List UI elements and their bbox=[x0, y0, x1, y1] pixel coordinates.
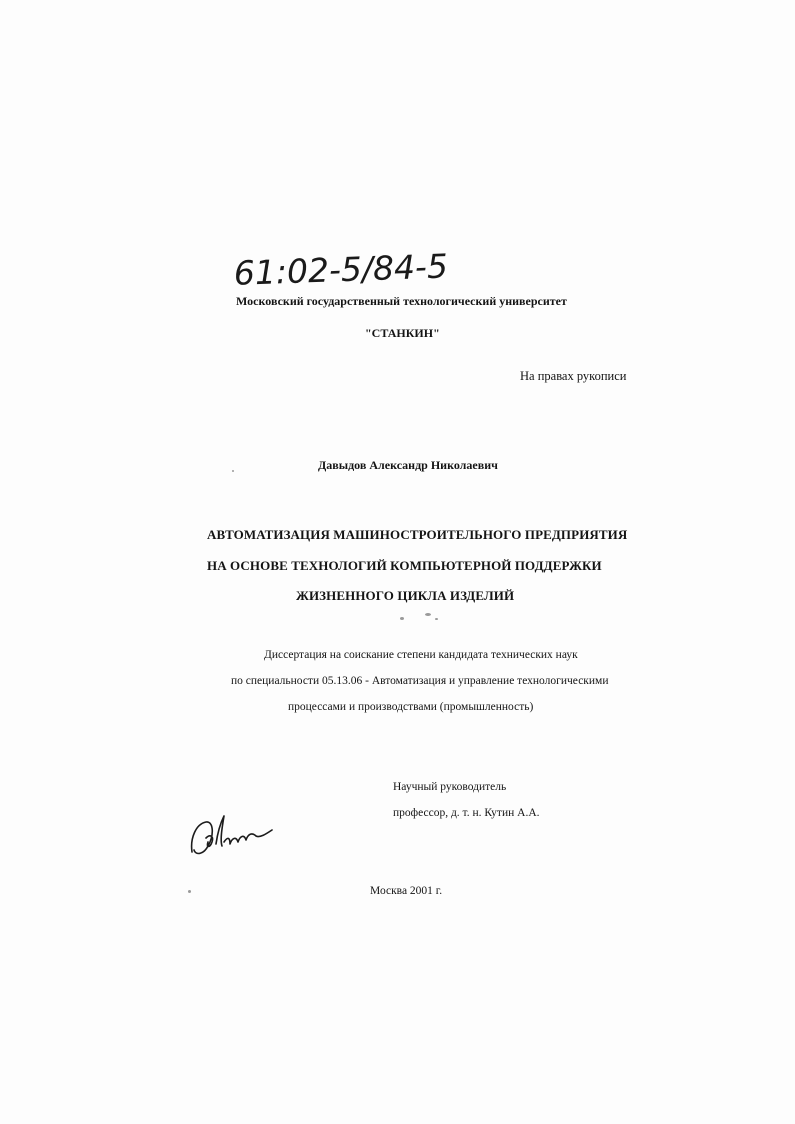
rights-note: На правах рукописи bbox=[520, 369, 627, 383]
handwritten-call-number bbox=[232, 244, 522, 296]
scan-speck bbox=[400, 617, 404, 620]
scan-speck bbox=[425, 613, 431, 616]
dissertation-line-1: Диссертация на соискание степени кандидата технических наук bbox=[264, 649, 578, 661]
signature bbox=[186, 808, 276, 864]
dissertation-line-3: процессами и производствами (промышленность) bbox=[288, 701, 534, 713]
author-name: Давыдов Александр Николаевич bbox=[318, 458, 498, 472]
supervisor-label: Научный руководитель bbox=[393, 781, 507, 793]
handwritten-call-number-text: 61:02-5/84-5 bbox=[233, 246, 449, 293]
thesis-title-line-3: ЖИЗНЕННОГО ЦИКЛА ИЗДЕЛИЙ bbox=[296, 588, 515, 603]
place-year: Москва 2001 г. bbox=[370, 885, 443, 897]
thesis-title-line-2: НА ОСНОВЕ ТЕХНОЛОГИЙ КОМПЬЮТЕРНОЙ ПОДДЕРЖКИ bbox=[207, 558, 602, 573]
scan-speck bbox=[232, 470, 234, 472]
dissertation-line-2: по специальности 05.13.06 - Автоматизация и управление технологическими bbox=[231, 675, 609, 687]
university-line: Московский государственный технологический университет bbox=[236, 294, 567, 308]
university-name: "СТАНКИН" bbox=[365, 326, 440, 340]
thesis-title-line-1: АВТОМАТИЗАЦИЯ МАШИНОСТРОИТЕЛЬНОГО ПРЕДПРИЯТИЯ bbox=[207, 527, 628, 542]
supervisor-name: профессор, д. т. н. Кутин А.А. bbox=[393, 807, 540, 819]
scan-speck bbox=[435, 618, 438, 620]
scan-speck bbox=[188, 890, 191, 893]
